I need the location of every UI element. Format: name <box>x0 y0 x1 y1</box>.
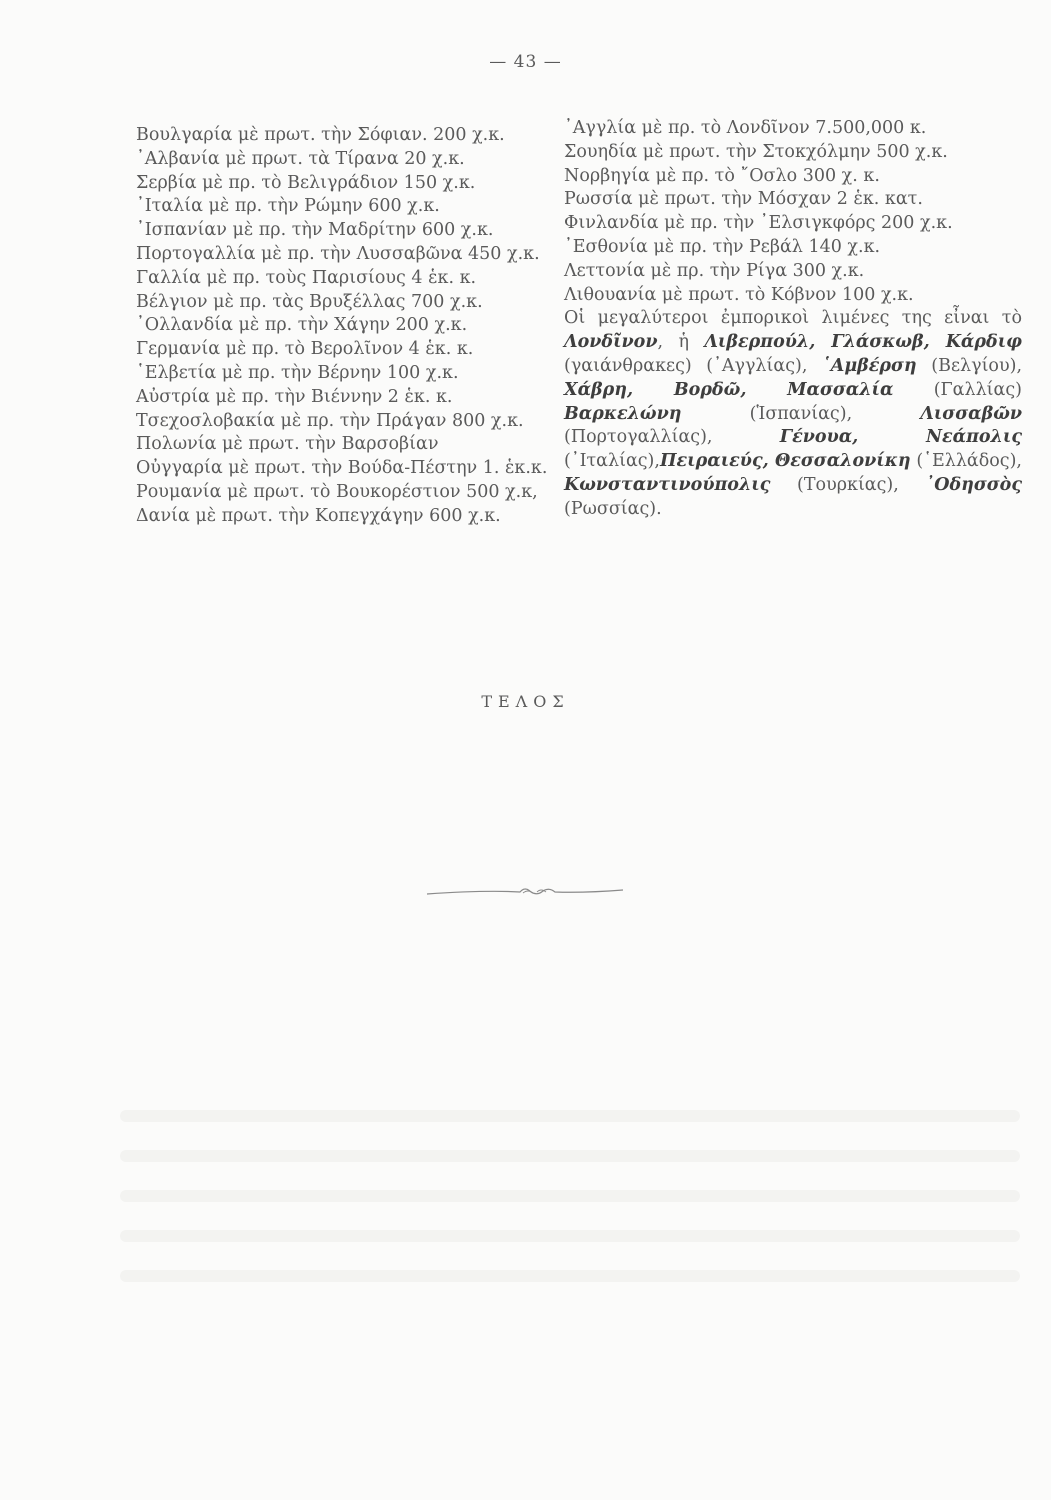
list-item: Σουηδία μὲ πρωτ. τὴν Στοκχόλμην 500 χ.κ. <box>564 141 948 162</box>
port-name: Γένουα, Νεάπολις <box>779 427 1022 448</box>
list-item: Γερμανία μὲ πρ. τὸ Βερολῖνον 4 ἑκ. κ. <box>136 339 474 360</box>
bleed-through-shadow <box>120 1190 1020 1202</box>
port-name: Λιβερπούλ, Γλάσκωβ, Κάρδιφ <box>704 332 1022 353</box>
port-separator: (Βελγίου), <box>916 355 1023 376</box>
list-item: Γαλλία μὲ πρ. τοὺς Παρισίους 4 ἑκ. κ. <box>136 267 477 288</box>
bleed-through-shadow <box>120 1150 1020 1162</box>
list-item: Βουλγαρία μὲ πρωτ. τὴν Σόφιαν. 200 χ.κ. <box>136 125 505 145</box>
left-column-country-list <box>136 124 576 529</box>
page-number: — 43 — <box>489 52 562 72</box>
port-separator: (Γαλλίας) <box>893 379 1022 400</box>
list-item: Οὐγγαρία μὲ πρωτ. τὴν Βούδα-Πέστην 1. ἑκ.κ. <box>136 458 548 479</box>
port-name: ῾Αμβέρση <box>822 355 917 376</box>
port-name: ᾿Οδησσὸς <box>925 474 1022 495</box>
list-item: Νορβηγία μὲ πρ. τὸ ῎Οσλο 300 χ. κ. <box>564 165 880 186</box>
port-name: Χάβρη, Βορδῶ, Μασσαλία <box>564 379 894 400</box>
port-name: Κωνσταντινούπολις <box>564 474 771 495</box>
list-item: Αὐστρία μὲ πρ. τὴν Βιέννην 2 ἑκ. κ. <box>136 386 453 407</box>
port-separator: (Ἱσπανίας), <box>681 403 921 424</box>
port-separator: (᾿Ιταλίας), <box>564 451 660 472</box>
list-item: ᾿Αλβανία μὲ πρωτ. τὰ Τίρανα 20 χ.κ. <box>136 148 465 169</box>
port-separator: (῾Ελλάδος), <box>910 451 1022 472</box>
list-item: ᾿Ολλανδία μὲ πρ. τὴν Χάγην 200 χ.κ. <box>136 315 468 336</box>
port-name: Βαρκελώνη <box>564 403 682 424</box>
list-item: Ρουμανία μὲ πρωτ. τὸ Βουκορέστιον 500 χ.κ, <box>136 481 538 502</box>
list-item: ᾿Ισπανίαν μὲ πρ. τὴν Μαδρίτην 600 χ.κ. <box>136 220 494 241</box>
ports-paragraph <box>564 307 1022 521</box>
list-item: ᾿Εσθονία μὲ πρ. τὴν Ρεβάλ 140 χ.κ. <box>564 236 881 257</box>
bleed-through-shadow <box>120 1110 1020 1122</box>
list-item: Σερβία μὲ πρ. τὸ Βελιγράδιον 150 χ.κ. <box>136 172 476 193</box>
list-item: Ρωσσία μὲ πρωτ. τὴν Μόσχαν 2 ἑκ. κατ. <box>564 189 923 210</box>
list-item: Πορτογαλλία μὲ πρ. τὴν Λυσσαβῶνα 450 χ.κ. <box>136 243 540 264</box>
port-separator: (Πορτογαλλίας), <box>564 427 780 448</box>
bleed-through-shadow <box>120 1230 1020 1242</box>
list-item: ῾Ελβετία μὲ πρ. τὴν Βέρνην 100 χ.κ. <box>136 362 459 383</box>
list-item: Τσεχοσλοβακία μὲ πρ. τὴν Πράγαν 800 χ.κ. <box>136 410 524 431</box>
list-item: ᾿Ιταλία μὲ πρ. τὴν Ρώμην 600 χ.κ. <box>136 196 440 217</box>
list-item: Λεττονία μὲ πρ. τὴν Ρίγα 300 χ.κ. <box>564 260 865 281</box>
port-separator: (γαιάνθρακες) (᾿Αγγλίας), <box>564 355 822 376</box>
list-item: Δανία μὲ πρωτ. τὴν Κοπεγχάγην 600 χ.κ. <box>136 505 501 526</box>
port-name: Λονδῖνον <box>564 332 658 353</box>
list-item: Βέλγιον μὲ πρ. τὰς Βρυξέλλας 700 χ.κ. <box>136 291 483 312</box>
port-separator: , ἡ <box>657 332 705 353</box>
list-item: Πολωνία μὲ πρωτ. τὴν Βαρσοβίαν <box>136 434 439 455</box>
ornament-divider-icon <box>425 880 625 904</box>
port-separator: (Τουρκίας), <box>770 474 926 495</box>
list-item: Λιθουανία μὲ πρωτ. τὸ Κόβνον 100 χ.κ. <box>564 284 914 305</box>
ports-intro: Οἱ μεγαλύτεροι ἐμπορικοὶ λιμένες της εἶναι τὸ <box>564 308 1022 329</box>
list-item: Φινλανδία μὲ πρ. τὴν ᾿Ελσιγκφόρς 200 χ.κ. <box>564 213 953 234</box>
port-separator: (Ρωσσίας). <box>564 498 662 519</box>
end-mark: ΤΕΛΟΣ <box>481 692 570 711</box>
list-item: ᾿Αγγλία μὲ πρ. τὸ Λονδῖνον 7.500,000 κ. <box>564 118 927 138</box>
bleed-through-shadow <box>120 1270 1020 1282</box>
port-name: Πειραιεύς, Θεσσαλονίκη <box>659 451 911 472</box>
port-name: Λισσαβῶν <box>920 403 1022 424</box>
right-column <box>564 117 1022 522</box>
